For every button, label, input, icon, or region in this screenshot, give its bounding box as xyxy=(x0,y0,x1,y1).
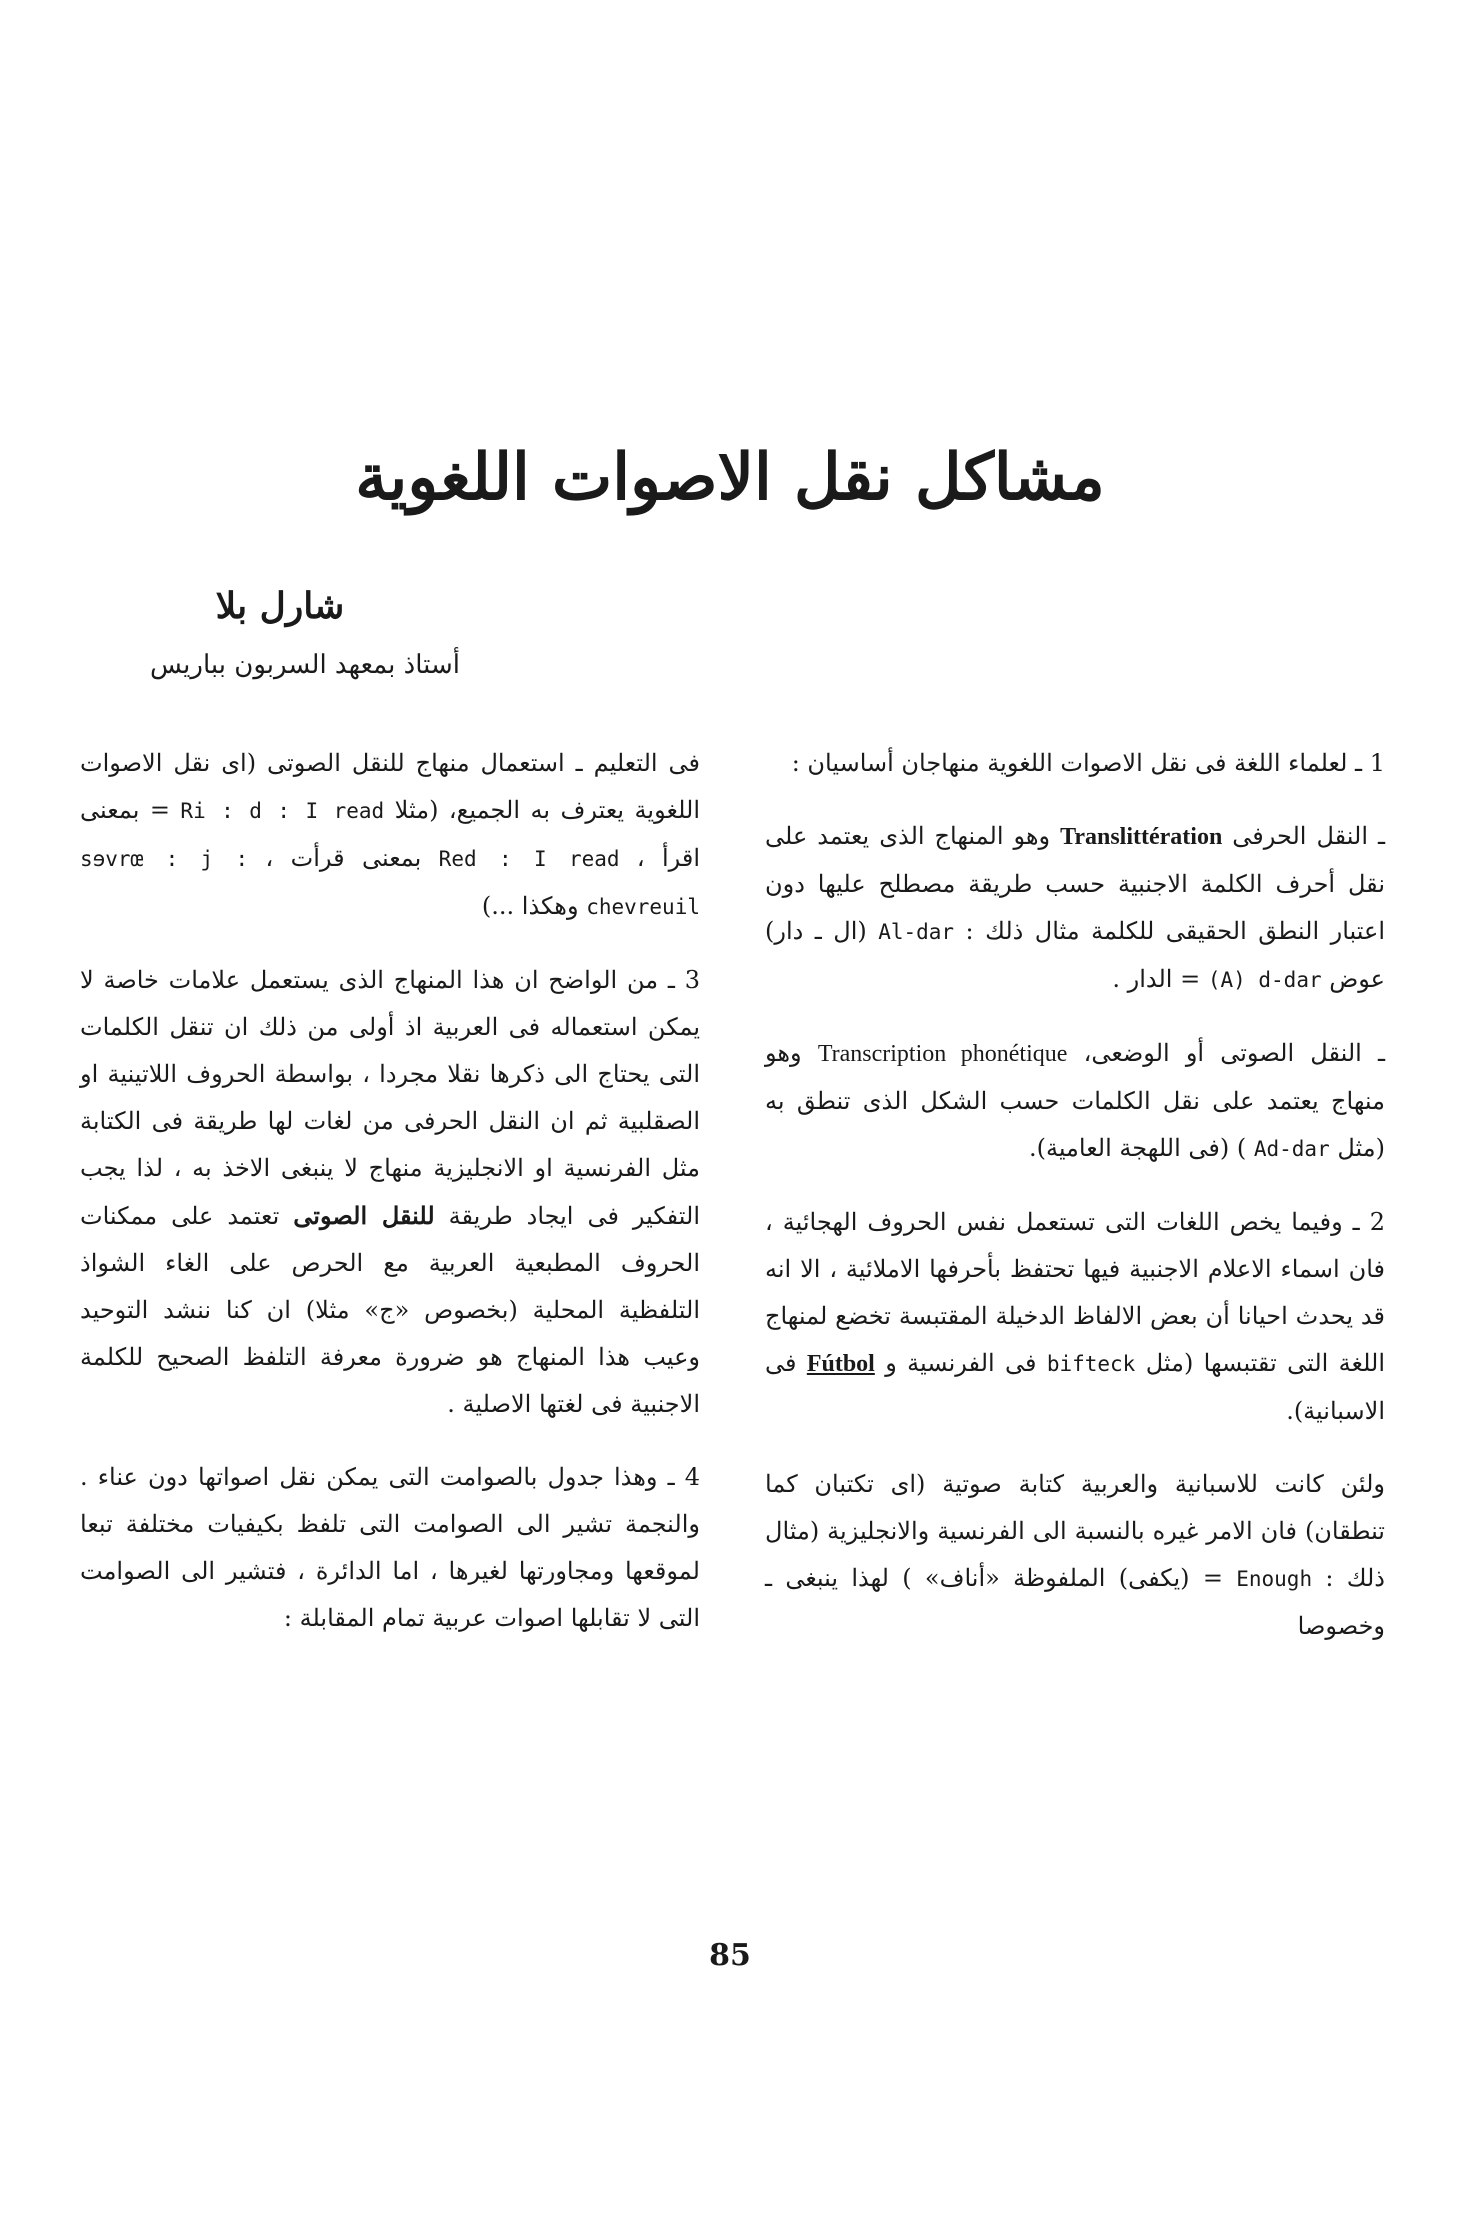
author-affiliation: أستاذ بمعهد السربون بباريس xyxy=(150,650,460,680)
text: = الدار . xyxy=(1112,965,1201,993)
text: = بمعنى اقرأ ، xyxy=(80,796,700,872)
latin-example: Enough xyxy=(1236,1567,1313,1591)
latin-example: Ad-dar xyxy=(1253,1137,1330,1161)
latin-example: Al-dar xyxy=(878,920,955,944)
text: وهو منهاج يعتمد على نقل الكلمات حسب الشكل الذى تنطق به (مثل xyxy=(765,1039,1385,1162)
text: 4 ـ وهذا جدول بالصوامت التى يمكن نقل اصواتها دون عناء . والنجمة تشير الى الصوامت التى تلفظ بكيفيات مختلفة تبعا لموقعها ومجاورتها لغيرها ، اما الدائرة ، فتشير الى الصوامت التى لا تقابلها اصوات عربية تمام المقابلة : xyxy=(80,1463,701,1632)
text: = (يكفى) الملفوظة «أناف» ) لهذا ينبغى ـ وخصوصا xyxy=(765,1564,1385,1640)
article-title: مشاكل نقل الاصوات اللغوية xyxy=(355,440,1105,515)
paragraph xyxy=(80,1454,700,1642)
text: تعتمد على ممكنات الحروف المطبعية العربية مع الحرص على الغاء الشواذ التلفظية المحلية (بخصوص «ج» مثلا) ان كنا ننشد التوحيد وعيب هذا المنهاج هو ضرورة معرفة التلفظ الصحيح للكلمة الاجنبية فى لغتها الاصلية . xyxy=(80,1202,700,1418)
page-number: 85 xyxy=(709,1938,751,1973)
text: ولئن كانت للاسبانية والعربية كتابة صوتية (اى تكتبان كما تنطقان) فان الامر غيره بالنسبة الى الفرنسية والانجليزية (مثال ذلك : xyxy=(765,1470,1385,1592)
paragraph xyxy=(765,813,1385,1004)
text: وهكذا ...) xyxy=(481,892,579,920)
text: 3 ـ من الواضح ان هذا المنهاج الذى يستعمل علامات خاصة لا يمكن استعماله فى العربية اذ أولى من ذلك ان تنقل الكلمات التى يحتاج الى ذكرها نقلا مجردا ، بواسطة الحروف اللاتينية او الصقلبية ثم ان النقل الحرفى من لغات لها طريقة فى الكتابة مثل الفرنسية او الانجليزية منهاج لا ينبغى الاخذ به ، لذا يجب التفكير فى ايجاد طريقة xyxy=(80,966,700,1230)
text: (ال ـ دار) عوض xyxy=(765,917,1385,993)
text: ـ النقل الحرفى xyxy=(1232,822,1385,850)
text: 1 ـ لعلماء اللغة فى نقل الاصوات اللغوية منهاجان أساسيان : xyxy=(791,749,1385,777)
paragraph xyxy=(80,957,700,1428)
latin-example: Fútbol xyxy=(806,1351,875,1377)
author-name: شارل بلا xyxy=(215,585,345,627)
latin-example: Ri : d : I read xyxy=(180,799,385,823)
text: فى الفرنسية و xyxy=(885,1349,1037,1377)
text: وهو المنهاج الذى يعتمد على نقل أحرف الكلمة الاجنبية حسب طريقة مصطلح عليها دون اعتبار النطق الحقيقى للكلمة مثال ذلك : xyxy=(765,822,1385,945)
text: فى الاسبانية). xyxy=(765,1349,1385,1425)
latin-example: (A) d-dar xyxy=(1207,968,1322,992)
text: بمعنى قرأت ، xyxy=(265,844,422,872)
text: ـ النقل الصوتى أو الوضعى، xyxy=(1083,1039,1385,1067)
foreign-term: Translittération xyxy=(1060,824,1223,850)
latin-example: sɘvrœ : j : chevreuil xyxy=(80,847,700,919)
text: 2 ـ وفيما يخص اللغات التى تستعمل نفس الحروف الهجائية ، فان اسماء الاعلام الاجنبية فيها تحتفظ بأحرفها الاملائية ، الا انه قد يحدث احيانا أن بعض الالفاظ الدخيلة المقتبسة تخضع لمنهاج اللغة التى تقتبسها (مثل xyxy=(765,1208,1386,1377)
paragraph xyxy=(765,740,1385,787)
latin-example: bifteck xyxy=(1046,1352,1136,1376)
paragraph xyxy=(80,740,700,931)
text: فى التعليم ـ استعمال منهاج للنقل الصوتى (اى نقل الاصوات اللغوية يعترف به الجميع، (مثلا xyxy=(80,749,700,824)
emphasized-term: للنقل الصوتى xyxy=(293,1201,435,1230)
paragraph xyxy=(765,1199,1385,1435)
text: ) (فى اللهجة العامية). xyxy=(1028,1134,1247,1162)
right-column xyxy=(765,740,1385,1676)
paragraph xyxy=(765,1461,1385,1650)
left-column xyxy=(80,740,700,1668)
latin-example: Red : I read xyxy=(438,847,620,871)
foreign-term: Transcription phonétique xyxy=(817,1041,1068,1067)
paragraph xyxy=(765,1030,1385,1173)
